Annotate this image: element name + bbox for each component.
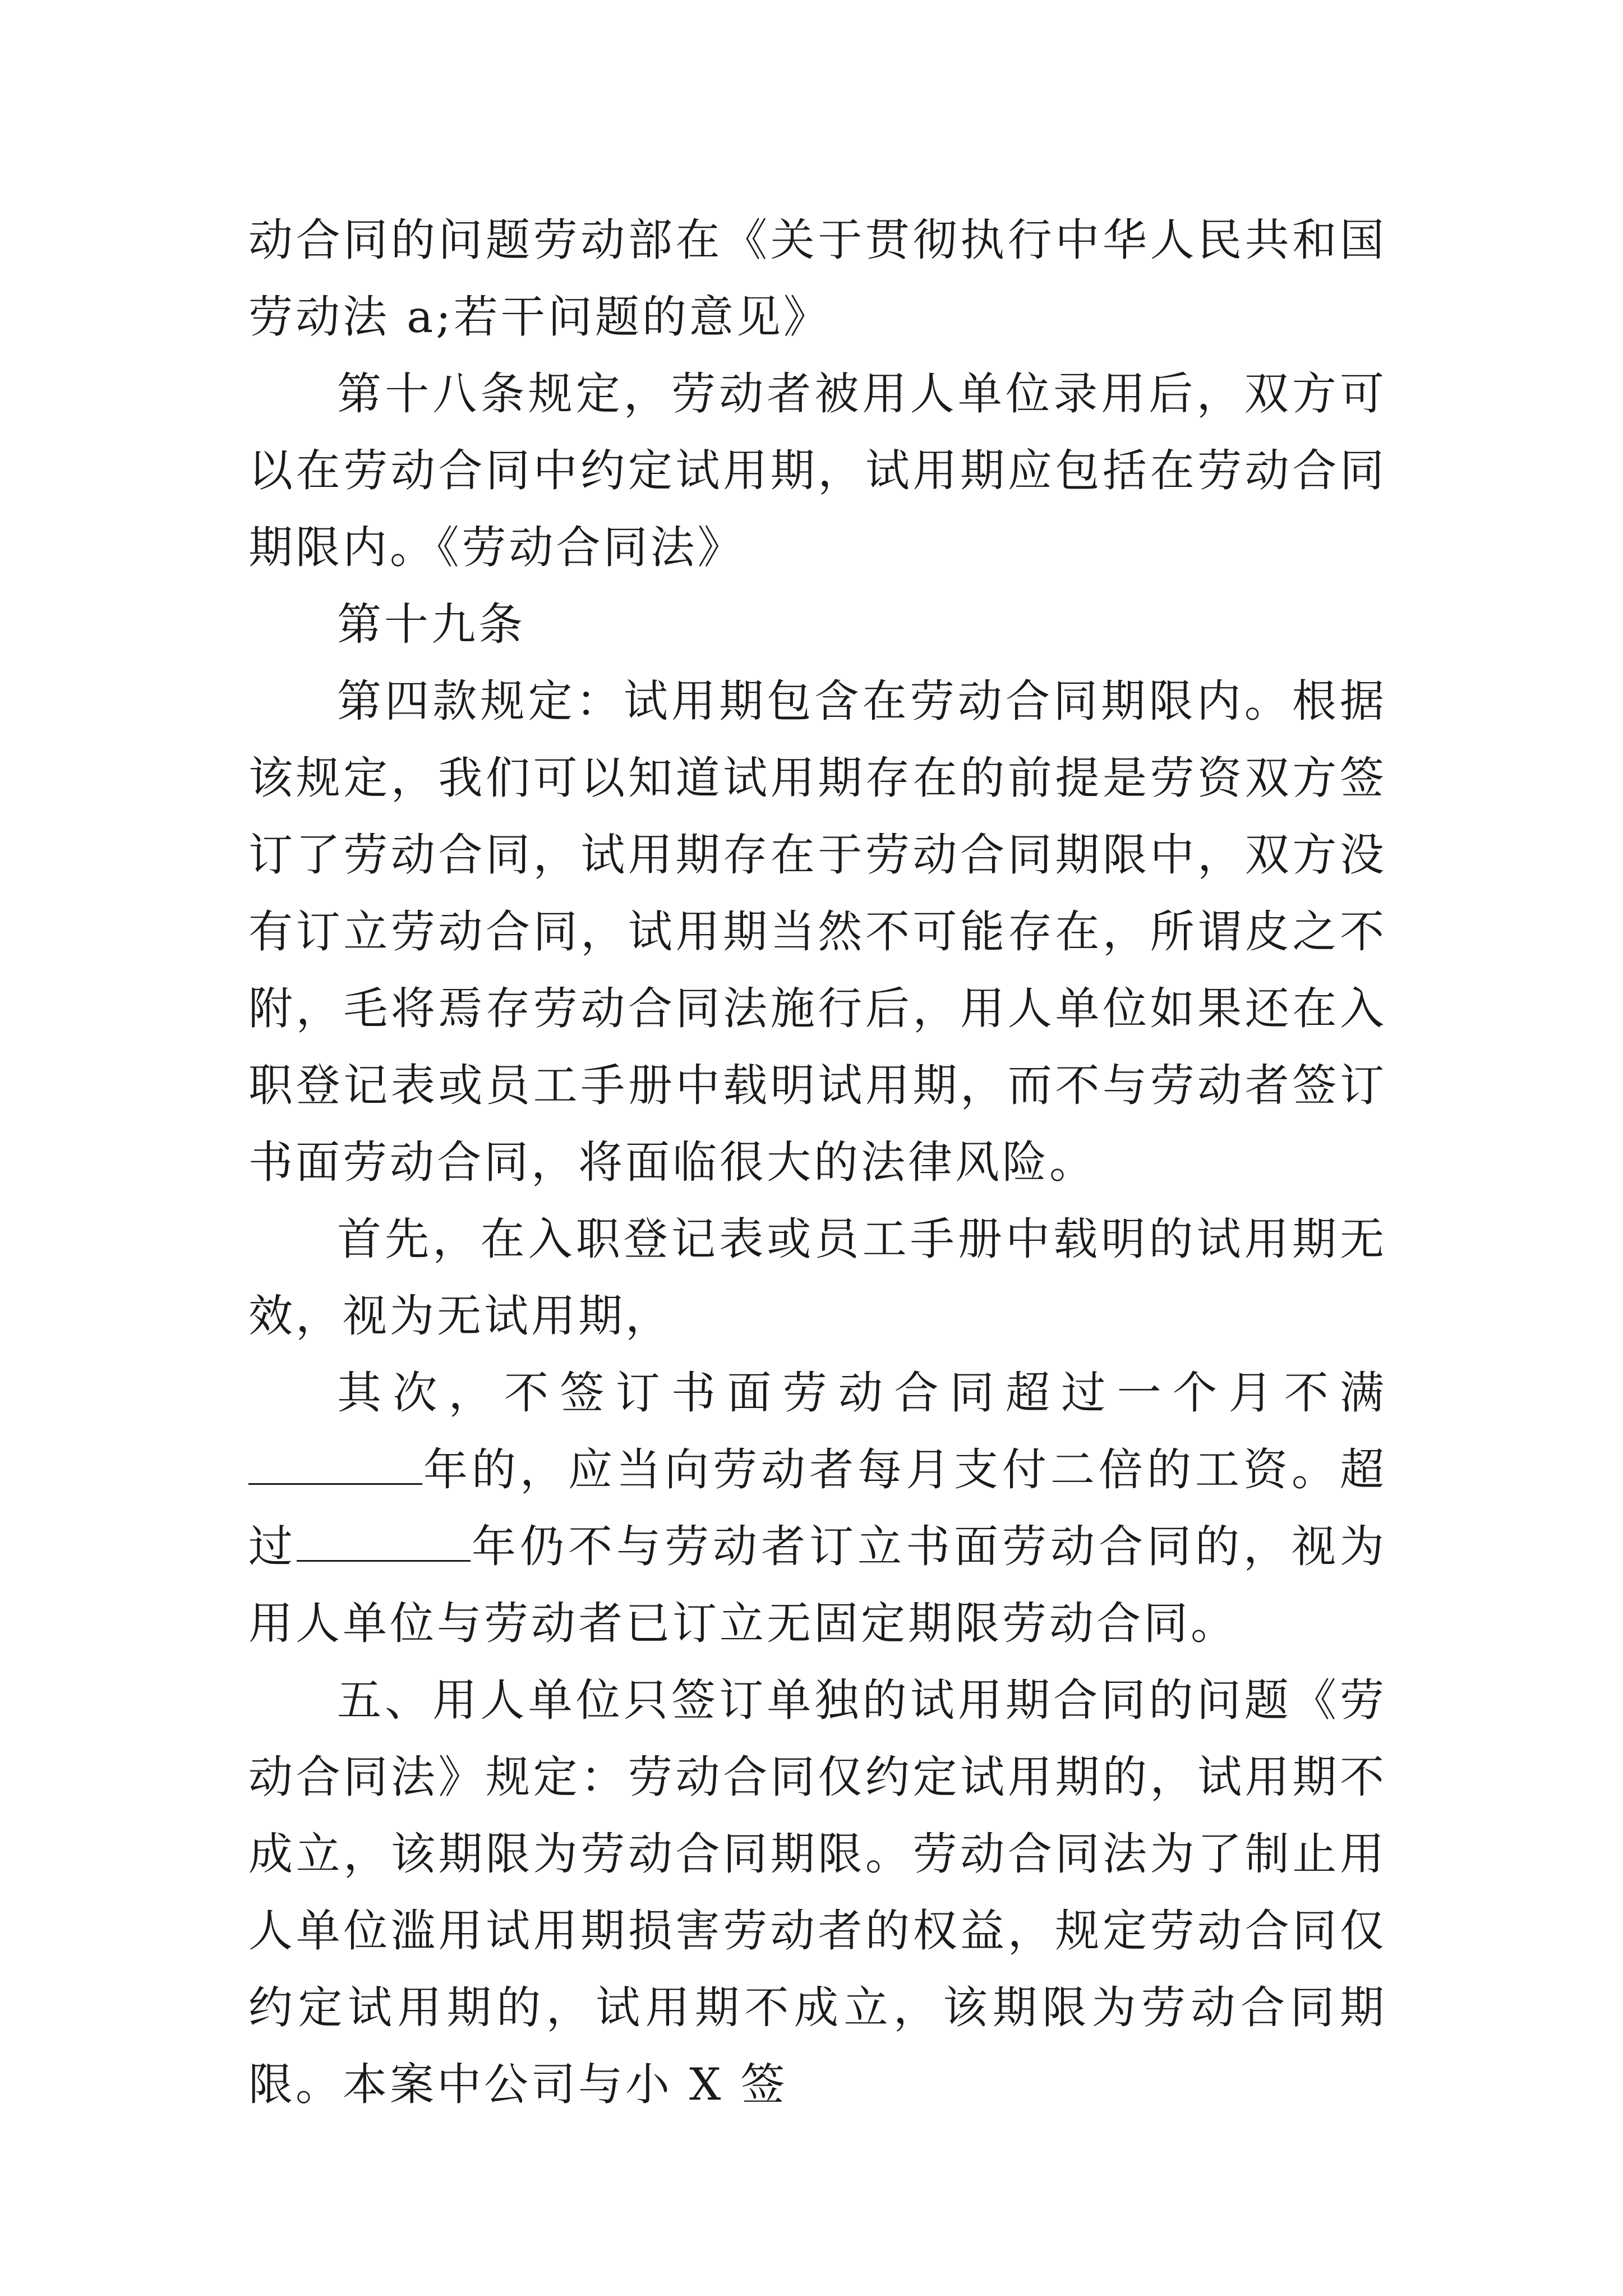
- paragraph-text: 第十八条规定，劳动者被用人单位录用后，双方可以在劳动合同中约定试用期，试用期应包括在劳动合同期限内。《劳动合同法》: [248, 368, 1387, 573]
- paragraph-text: 五、用人单位只签订单独的试用期合同的问题《劳动合同法》规定：劳动合同仅约定试用期的，试用期不成立，该期限为劳动合同期限。劳动合同法为了制止用人单位滥用试用期损害劳动者的权益，规定劳动合同仅约定试用期的，试用期不成立，该期限为劳动合同期限。本案中公司与小 X 签: [248, 1674, 1387, 2110]
- paragraph-4: [248, 663, 1387, 1201]
- paragraph-text: 第四款规定：试用期包含在劳动合同期限内。根据该规定，我们可以知道试用期存在的前提是劳资双方签订了劳动合同，试用期存在于劳动合同期限中，双方没有订立劳动合同，试用期当然不可能存在，所谓皮之不附，毛将焉存劳动合同法施行后，用人单位如果还在入职登记表或员工手册中载明试用期，而不与劳动者签订书面劳动合同，将面临很大的法律风险。: [248, 675, 1387, 1188]
- paragraph-text: 其次，不签订书面劳动合同超过一个月不满: [337, 1367, 1387, 1419]
- fill-in-blank: [248, 1444, 422, 1485]
- paragraph-6: [248, 1355, 1387, 1662]
- paragraph-7: [248, 1662, 1387, 2123]
- document-body: [248, 202, 1387, 2123]
- paragraph-text: 首先，在入职登记表或员工手册中载明的试用期无效，视为无试用期，: [248, 1213, 1387, 1342]
- paragraph-text: 第十九条: [337, 599, 525, 650]
- fill-in-blank: [297, 1521, 471, 1562]
- paragraph-1: [248, 202, 1387, 356]
- paragraph-3: [248, 586, 1387, 663]
- paragraph-text: 年仍不与劳动者订立书面劳动合同的，视为用人单位与劳动者已订立无固定期限劳动合同。: [248, 1521, 1387, 1649]
- paragraph-5: [248, 1201, 1387, 1355]
- paragraph-text: 年的，应当向劳动者每月支付二倍的工资。超过: [248, 1444, 1387, 1572]
- paragraph-2: [248, 356, 1387, 586]
- paragraph-text: 动合同的问题劳动部在《关于贯彻执行中华人民共和国劳动法 a;若干问题的意见》: [248, 214, 1387, 343]
